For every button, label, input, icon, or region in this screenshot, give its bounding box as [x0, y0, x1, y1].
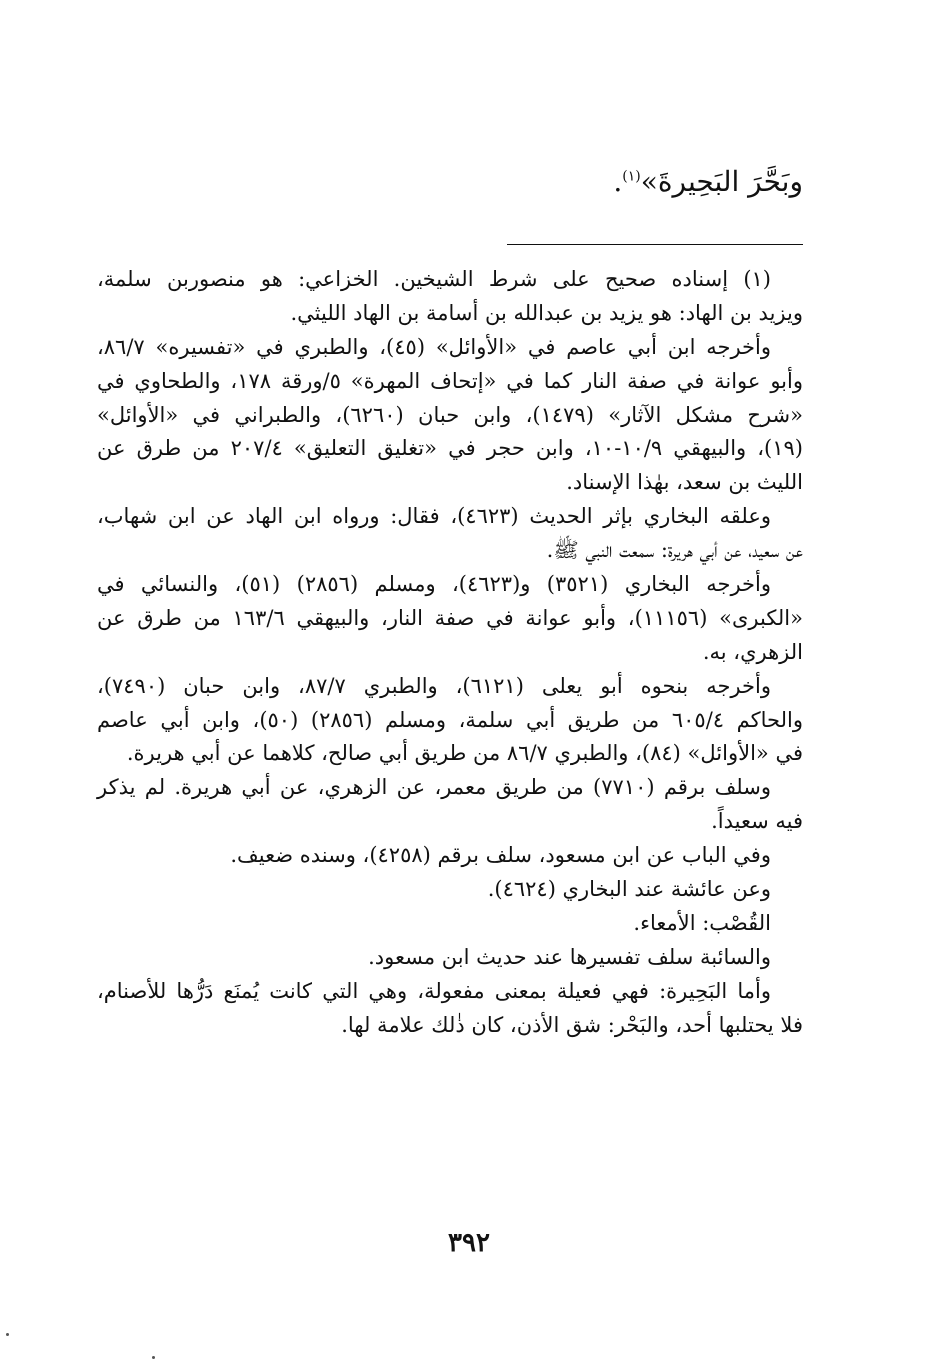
footnote-line: والسائبة سلف تفسيرها عند حديث ابن مسعود. — [368, 944, 771, 969]
footnote-line: وأما البَحِيرة: فهي فعيلة بمعنى مفعولة، وهي التي كانت يُمنَع دَرُّها للأصنام، — [97, 978, 771, 1003]
footnote-line: الليث بن سعد، بهٰذا الإسناد. — [566, 470, 803, 495]
scan-speck — [6, 1333, 9, 1336]
main-text-body: وبَحَّرَ البَحِيرةَ» — [640, 165, 803, 198]
scan-speck — [152, 1356, 155, 1359]
footnote-line: وأبو عوانة في صفة النار كما في «إتحاف المهرة» ٥/ورقة ١٧٨، والطحاوي في — [97, 368, 803, 393]
footnote-line: فيه سعيداً. — [711, 809, 803, 834]
footnote-line: وأخرجه ابن أبي عاصم في «الأوائل» (٤٥)، والطبري في «تفسيره» ٨٦/٧، — [97, 334, 772, 359]
main-text-trail: . — [613, 165, 623, 198]
footnote-line: (١٩)، والبيهقي ١٠/٩-١٠، وابن حجر في «تغليق التعليق» ٢٠٧/٤ من طرق عن — [97, 436, 803, 461]
main-text — [143, 160, 803, 204]
footnote-line: الزهري، به. — [702, 639, 803, 664]
page-number: ٣٩٢ — [448, 1228, 490, 1258]
footnote-line: فلا يحتلبها أحد، والبَحْر: شق الأذن، كان ذٰلك علامة لها. — [341, 1012, 803, 1037]
footnote-line: والحاكم ٦٠٥/٤ من طريق أبي سلمة، ومسلم (٢٨٥٦) (٥٠)، وابن أبي عاصم — [97, 707, 803, 732]
footnote-line: «شرح مشكل الآثار» (١٤٧٩)، وابن حبان (٦٢٦٠)، والطبراني في «الأوائل» — [97, 402, 803, 427]
footnotes — [97, 263, 803, 1042]
footnote-line: عن سعيد، عن أبي هريرة: سمعت النبي ﷺ. — [546, 538, 803, 563]
footnote-line: «الكبرى» (١١١٥٦)، وأبو عوانة في صفة النار، والبيهقي ١٦٣/٦ من طرق عن — [97, 605, 803, 630]
footnote-line: وأخرجه بنحوه أبو يعلى (٦١٢١)، والطبري ٨٧/٧، وابن حبان (٧٤٩٠)، — [97, 673, 771, 698]
footnote-line: وأخرجه البخاري (٣٥٢١) و(٤٦٢٣)، ومسلم (٢٨٥٦) (٥١)، والنسائي في — [97, 572, 771, 597]
footnote-reference: (١) — [622, 168, 641, 185]
footnote-line: وفي الباب عن ابن مسعود، سلف برقم (٤٢٥٨)، وسنده ضعيف. — [230, 843, 771, 868]
footnote-line: القُصْب: الأمعاء. — [633, 910, 771, 935]
footnote-line: ويزيد بن الهاد: هو يزيد بن عبدالله بن أسامة بن الهاد الليثي. — [290, 300, 803, 325]
footnote-line: وسلف برقم (٧٧١٠) من طريق معمر، عن الزهري، عن أبي هريرة. لم يذكر — [97, 775, 771, 800]
footnote-line: وعلقه البخاري بإثر الحديث (٤٦٢٣)، فقال: ورواه ابن الهاد عن ابن شهاب، — [97, 504, 771, 529]
footnote-line: وعن عائشة عند البخاري (٤٦٢٤). — [487, 877, 771, 902]
footnote-line: (١) إسناده صحيح على شرط الشيخين. الخزاعي: هو منصوربن سلمة، — [97, 267, 771, 291]
footnote-separator — [507, 244, 803, 245]
footnote-line: في «الأوائل» (٨٤)، والطبري ٨٦/٧ من طريق أبي صالح، كلاهما عن أبي هريرة. — [126, 741, 803, 766]
